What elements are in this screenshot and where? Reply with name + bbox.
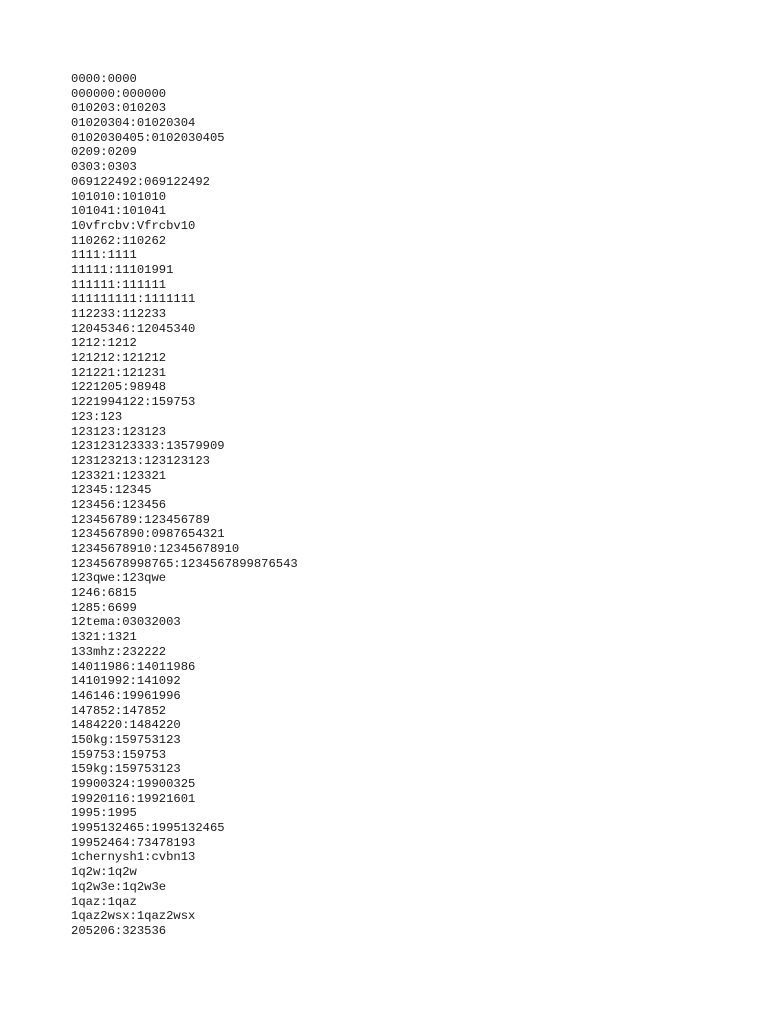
text-line: 1qaz2wsx:1qaz2wsx xyxy=(71,909,196,924)
text-line: 1321:1321 xyxy=(71,630,137,645)
text-line: 19900324:19900325 xyxy=(71,777,196,791)
text-line: 133mhz:232222 xyxy=(71,644,167,659)
text-line: 14011986:14011986 xyxy=(71,659,196,674)
text-line: 112233:112233 xyxy=(71,307,167,321)
text-line: 1212:1212 xyxy=(71,336,137,351)
text-line: 123qwe:123qwe xyxy=(71,571,167,586)
text-line: 010203:010203 xyxy=(71,101,167,116)
text-line: 14101992:141092 xyxy=(71,674,181,689)
text-line: 19920116:19921601 xyxy=(71,791,196,806)
text-line: 101041:101041 xyxy=(71,204,167,219)
text-line: 1995132465:1995132465 xyxy=(71,821,225,836)
text-line: 12tema:03032003 xyxy=(71,615,181,630)
text-line: 123:123 xyxy=(71,409,123,424)
text-line: 1chernysh1:cvbn13 xyxy=(71,850,196,865)
text-line: 000000:000000 xyxy=(71,86,167,101)
text-line: 121212:121212 xyxy=(71,351,167,366)
text-line: 0209:0209 xyxy=(71,145,137,160)
text-line: 1221205:98948 xyxy=(71,380,167,395)
text-line: 1221994122:159753 xyxy=(71,395,196,410)
text-line: 123321:123321 xyxy=(71,468,167,483)
text-line: 12345678910:12345678910 xyxy=(71,542,240,556)
text-line: 01020304:01020304 xyxy=(71,116,196,131)
text-line: 1246:6815 xyxy=(71,586,137,601)
text-line: 150kg:159753123 xyxy=(71,732,181,747)
text-line: 1111:1111 xyxy=(71,248,137,263)
text-line: 1285:6699 xyxy=(71,600,137,615)
text-line: 12345678998765:1234567899876543 xyxy=(71,556,298,571)
text-line: 123123213:123123123 xyxy=(71,453,210,468)
text-line: 123123123333:13579909 xyxy=(71,439,225,454)
text-line: 10vfrcbv:Vfrcbv10 xyxy=(71,218,196,233)
text-line: 0303:0303 xyxy=(71,160,137,175)
text-line: 1995:1995 xyxy=(71,806,137,821)
text-line: 147852:147852 xyxy=(71,703,167,718)
text-line: 159753:159753 xyxy=(71,747,167,762)
text-line: 1484220:1484220 xyxy=(71,718,181,733)
text-line: 146146:19961996 xyxy=(71,688,181,703)
text-line: 123456:123456 xyxy=(71,497,167,512)
text-line: 123123:123123 xyxy=(71,424,167,439)
text-line: 1q2w:1q2w xyxy=(71,865,137,880)
text-line: 159kg:159753123 xyxy=(71,762,181,777)
text-line: 11111:11101991 xyxy=(71,262,174,277)
text-line: 110262:110262 xyxy=(71,233,167,248)
text-line: 069122492:069122492 xyxy=(71,174,210,189)
text-line: 121221:121231 xyxy=(71,365,167,380)
text-line: 0102030405:0102030405 xyxy=(71,130,225,145)
text-line: 111111111:1111111 xyxy=(71,292,196,307)
text-line: 0000:0000 xyxy=(71,72,137,86)
text-line: 1234567890:0987654321 xyxy=(71,527,225,542)
text-line: 111111:111111 xyxy=(71,277,167,292)
text-line: 19952464:73478193 xyxy=(71,835,196,850)
text-line: 1qaz:1qaz xyxy=(71,894,137,909)
text-lines xyxy=(71,72,298,939)
text-line: 12045346:12045340 xyxy=(71,321,196,336)
text-line: 1q2w3e:1q2w3e xyxy=(71,879,167,894)
text-line: 101010:101010 xyxy=(71,189,167,204)
text-line: 12345:12345 xyxy=(71,483,152,498)
text-line: 205206:323536 xyxy=(71,923,167,938)
text-line: 123456789:123456789 xyxy=(71,512,210,527)
